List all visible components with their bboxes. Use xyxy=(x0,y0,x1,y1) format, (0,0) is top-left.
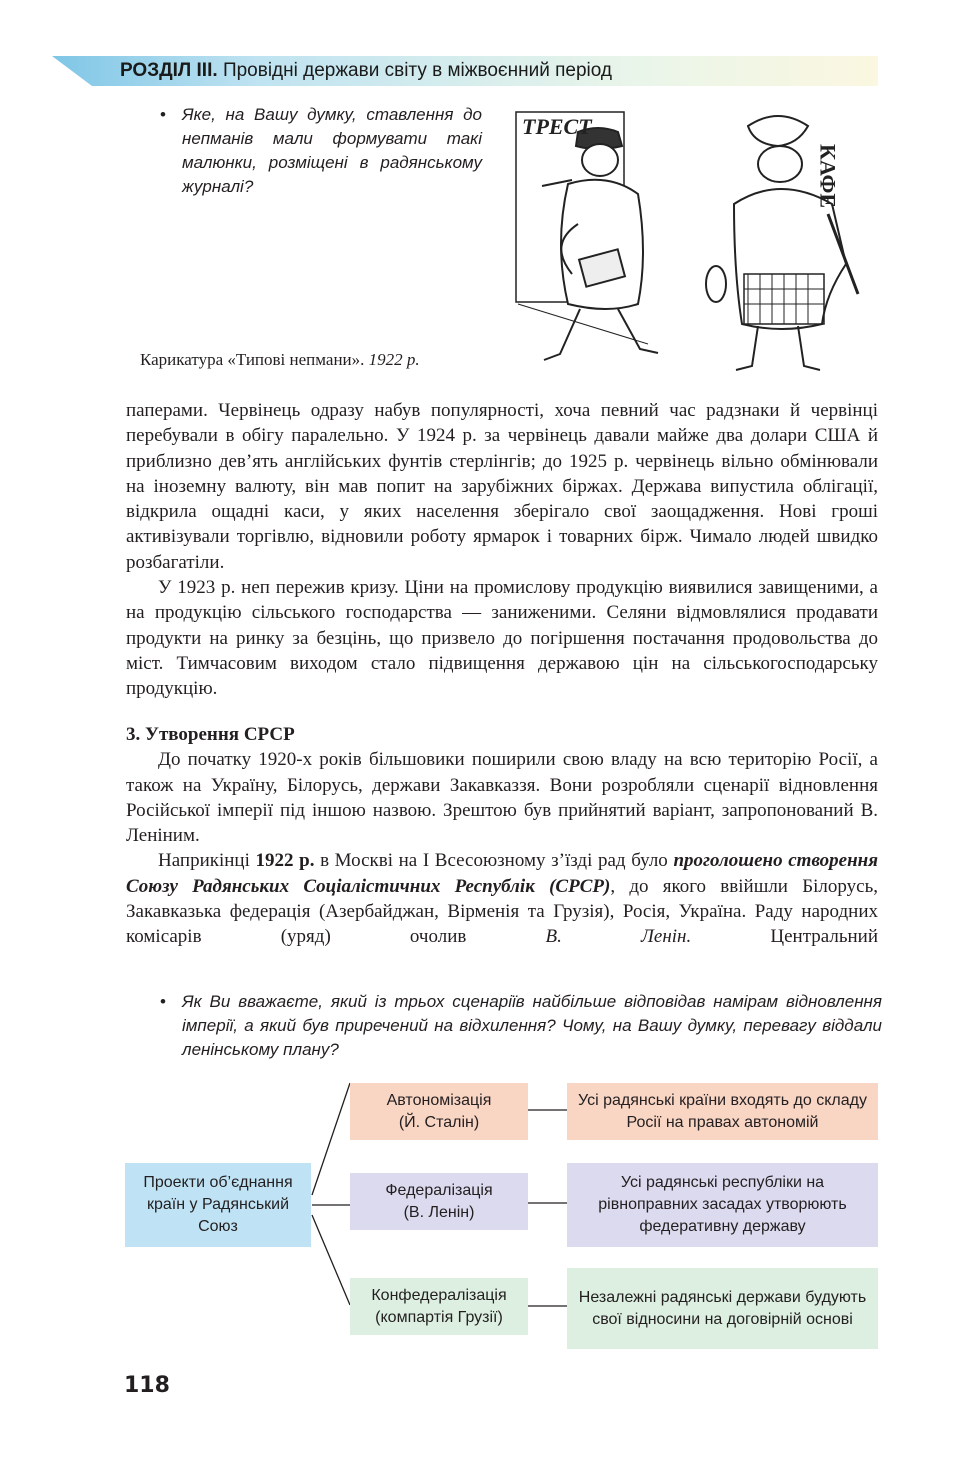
description-confederalization: Незалежні радянські держави будують свої відносини на договірній основі xyxy=(567,1268,878,1349)
section-header xyxy=(120,58,612,84)
main-text-block-2 xyxy=(126,722,878,950)
nepman-left-figure xyxy=(516,112,658,360)
question-1-text: Яке, на Вашу думку, ставлення до непманів мали формувати такі малюнки, розміщені в радянському журналі? xyxy=(182,105,482,196)
page-number: 118 xyxy=(124,1373,170,1398)
nepmen-caricature-illustration xyxy=(508,104,880,376)
section-heading: 3. Утворення СРСР xyxy=(126,724,295,745)
bullet-icon: • xyxy=(160,992,166,1011)
paragraph-1: паперами. Червінець одразу набув популярності, хоча певний час радзнаки й червінці перебували в обігу паралельно. У 1924 р. за червінець давали майже два долари США й приблизно дев’ять англійських фунтів стерлінгів; до 1925 р. червінець вільно обмінювали на іноземну валюту, він мав попит на зарубіжних біржах. Держава випустила облігації, відкрила ощадні каси, у яких населення зберігало свої заощадження. Нові гроші активізували торгівлю, відновили роботу ярмарок і товарних бірж. Чимало людей швидко розбагатіли. xyxy=(126,400,878,573)
paragraph-3: До початку 1920-х років більшовики поширили свою владу на всю територію Росії, а також на Україну, Білорусь, держави Закавказзя. Вони розробляли сценарії відновлення Російської імперії під іншою назвою. Зрештою був прийнятий варіант, запропонований В. Леніним. xyxy=(126,749,878,847)
main-text-block-1 xyxy=(126,398,878,702)
caption-year: 1922 р. xyxy=(368,350,420,369)
paragraph-4: Наприкінці 1922 р. в Москві на I Всесоюзному з’їзді рад було проголошено створення Союзу Радянських Соціалістичних Республік (СРСР), до якого ввійшли Білорусь, Закавказька федерація (Азербайджан, Вірменія та Грузія), Росія, Україна. Раду народних комісарів (уряд) очолив В. Ленін. Центральний xyxy=(126,850,878,948)
option-autonomization: Автономізація (Й. Сталін) xyxy=(350,1083,528,1140)
trest-sign: ТРЕСТ xyxy=(522,114,592,139)
discussion-question-1 xyxy=(160,103,482,199)
option-federalization: Федералізація (В. Ленін) xyxy=(350,1173,528,1230)
caption-text: Карикатура «Типові непмани». xyxy=(140,350,365,369)
section-number: РОЗДІЛ III. xyxy=(120,60,218,81)
paragraph-2: У 1923 р. неп пережив кризу. Ціни на промислову продукцію виявилися завищеними, а на продукцію сільського господарства — заниженими. Селяни відмовлялися продавати продукти на ринку за безцінь, що призвело до погіршення постачання продовольства до міст. Тимчасовим виходом стало підвищення державою цін на сільськогосподарську продукцію. xyxy=(126,577,878,700)
option-confederalization: Конфедералізація (компартія Грузії) xyxy=(350,1278,528,1335)
question-2-text: Як Ви вважаєте, який із трьох сценаріїв найбільше відповідав намірам відновлення імперії, а який був приречений на відхилення? Чому, на Вашу думку, перевагу віддали ленінському плану? xyxy=(182,992,882,1059)
description-federalization: Усі радянські республіки на рівноправних засадах утворюють федеративну державу xyxy=(567,1163,878,1247)
discussion-question-2 xyxy=(160,990,882,1062)
section-title: Провідні держави світу в міжвоєнний період xyxy=(222,60,612,81)
diagram-root-box: Проекти об’єднання країн у Радянський Союз xyxy=(125,1163,311,1247)
description-autonomization: Усі радянські країни входять до складу Росії на правах автономій xyxy=(567,1083,878,1140)
bullet-icon: • xyxy=(160,105,166,124)
cafe-sign: КАФЕ xyxy=(815,144,841,209)
cartoon-caption xyxy=(140,348,420,372)
